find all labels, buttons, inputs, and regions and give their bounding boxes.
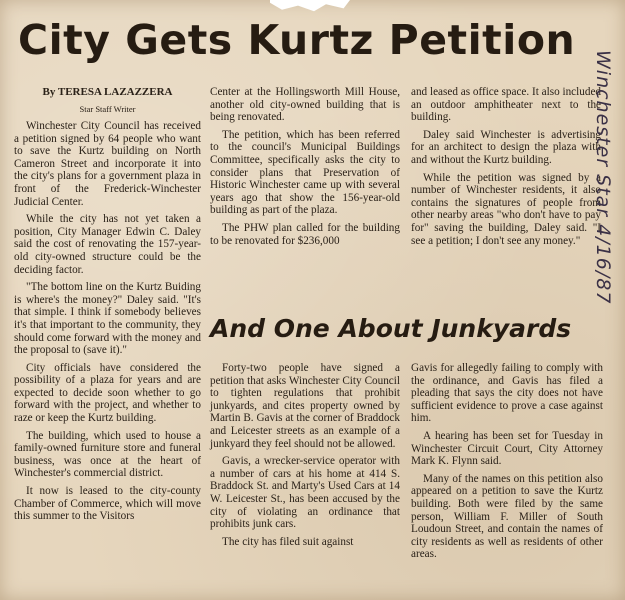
paragraph: Many of the names on this petition also appeared on a petition to save the Kurtz building. Both were filed by the same person, William F. Miller of South Loudoun Street, and contain the names of city residents as well as residents of other areas. xyxy=(411,472,603,561)
paragraph: Center at the Hollingsworth Mill House, another old city-owned building that is being renovated. xyxy=(210,86,400,124)
paragraph: The PHW plan called for the building to be renovated for $236,000 xyxy=(210,221,400,247)
handwritten-date-note: Winchester Star 4/16/87 xyxy=(592,50,614,305)
byline: By TERESA LAZAZZERA xyxy=(42,86,173,98)
paragraph: Gavis, a wrecker-service operator with a number of cars at his home at 414 S. Braddock St. and Marty's Used Cars at 14 W. Leicester St., has been accused by the city of violating an ordinance that prohibits junk cars. xyxy=(210,455,400,531)
article-column-3 xyxy=(411,86,601,252)
article-headline: City Gets Kurtz Petition xyxy=(18,16,576,64)
paragraph: The petition, which has been referred to the council's Municipal Buildings Committee, specifically asks the city to consider plans that Preservation of Historic Winchester came up with several years ago that show the 156-year-old building as part of the plaza. xyxy=(210,128,400,217)
byline-title: Star Staff Writer xyxy=(79,104,136,114)
paragraph: It now is leased to the city-county Chamber of Commerce, which will move this summer to the Visitors xyxy=(14,485,201,523)
paragraph: While the petition was signed by a number of Winchester residents, it also contains the signatures of people from other nearby areas "who don't have to pay for" saving the building, Daley said. "I see a petition; I don't see any money." xyxy=(411,171,601,247)
second-article-headline: And One About Junkyards xyxy=(210,314,572,343)
paragraph: The city has filed suit against xyxy=(222,535,354,548)
paragraph: Daley said Winchester is advertising for an architect to design the plaza with and without the Kurtz building. xyxy=(411,128,601,166)
article-column-2 xyxy=(210,86,400,252)
paragraph: and leased as office space. It also included an outdoor amphitheater next to the building. xyxy=(411,86,601,124)
paragraph: City officials have considered the possibility of a plaza for years and are expected to decide soon whether to go forward with the project, and whether to raze or keep the Kurtz building. xyxy=(14,361,201,425)
paragraph: A hearing has been set for Tuesday in Winchester Circuit Court, City Attorney Mark K. Flynn said. xyxy=(411,429,603,468)
paragraph: The building, which used to house a family-owned furniture store and funeral business, was once at the heart of Winchester's commercial district. xyxy=(14,429,201,480)
article-column-1 xyxy=(14,86,201,528)
paragraph: "The bottom line on the Kurtz Buiding is where's the money?" Daley said. "It's that simple. I think if somebody believes it's that important to the community, they should come forward with the money and the proposal to (save it)." xyxy=(14,281,201,357)
junkyard-column-2 xyxy=(411,362,603,566)
paragraph: Winchester City Council has received a petition signed by 64 people who want to save the Kurtz building on North Cameron Street and incorporate it into the city's plans for a government plaza in front of the Frederick-Winchester Judicial Center. xyxy=(14,120,201,208)
paragraph: Forty-two people have signed a petition that asks Winchester City Council to tighten regulations that prohibit junkyards, and cites property owned by Martin B. Gavis at the corner of Braddock and Leicester streets as an example of a junkyard they feel should not be allowed. xyxy=(210,362,400,450)
junkyard-column-1 xyxy=(210,362,400,553)
paragraph: While the city has not yet taken a position, City Manager Edwin C. Daley said the cost of renovating the 157-year-old city-owned structure could be the deciding factor. xyxy=(14,213,201,276)
paragraph: Gavis for allegedly failing to comply with the ordinance, and Gavis has filed a pleading that says the city does not have sufficient evidence to prove a case against him. xyxy=(411,362,603,425)
